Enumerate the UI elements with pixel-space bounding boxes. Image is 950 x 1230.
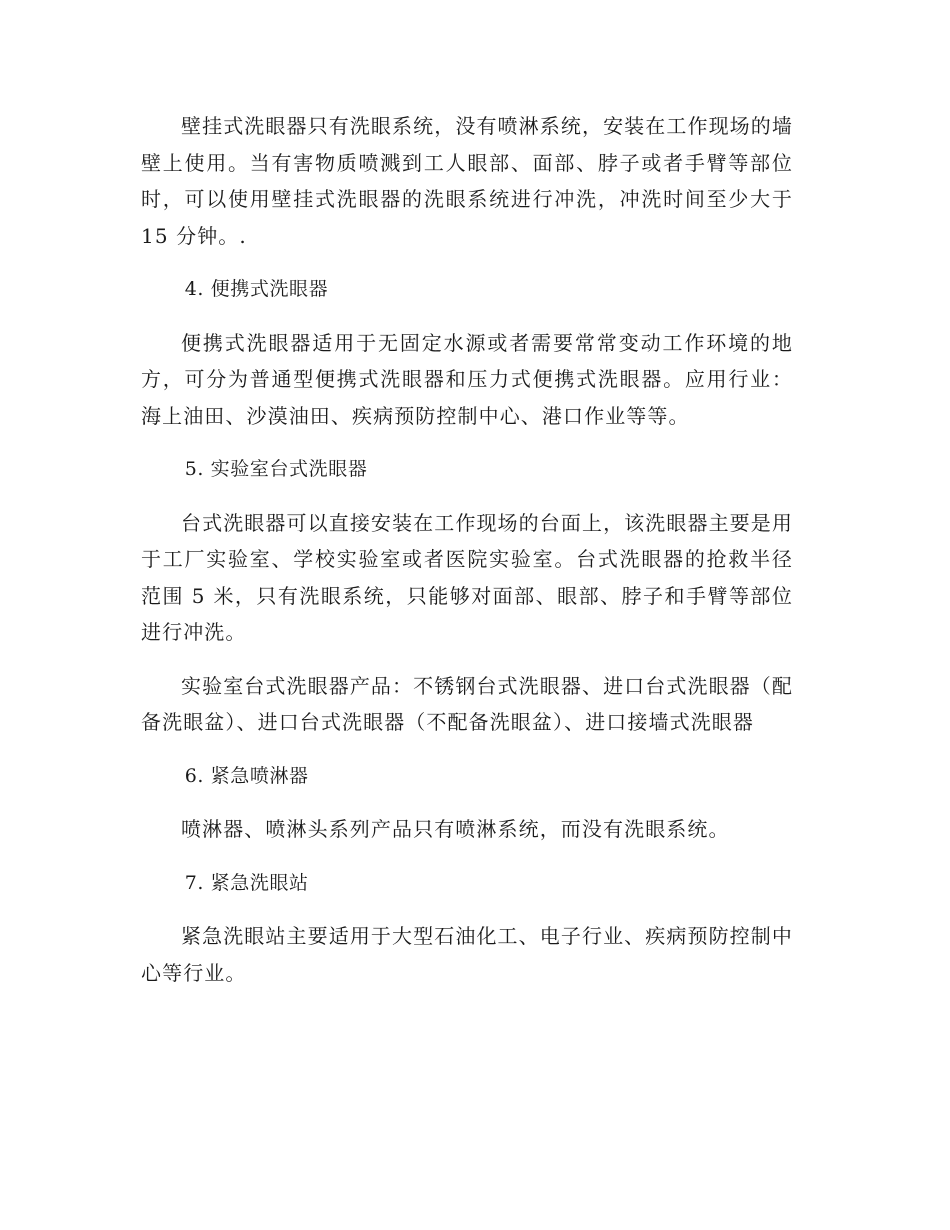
paragraph-lab-bench-products: 实验室台式洗眼器产品：不锈钢台式洗眼器、进口台式洗眼器（配备洗眼盆）、进口台式洗眼器（不配备洗眼盆）、进口接墙式洗眼器 bbox=[141, 673, 793, 734]
heading-portable-eyewash: 4. 便携式洗眼器 bbox=[184, 278, 329, 300]
heading-emergency-shower: 6. 紧急喷淋器 bbox=[184, 764, 309, 787]
heading-emergency-eyewash-station: 7. 紧急洗眼站 bbox=[184, 871, 309, 894]
heading-lab-bench-eyewash: 5. 实验室台式洗眼器 bbox=[184, 458, 368, 480]
paragraph-emergency-eyewash-station: 紧急洗眼站主要适用于大型石油化工、电子行业、疾病预防控制中心等行业。 bbox=[141, 924, 793, 985]
paragraph-emergency-shower: 喷淋器、喷淋头系列产品只有喷淋系统，而没有洗眼系统。 bbox=[181, 817, 730, 841]
paragraph-portable-eyewash: 便携式洗眼器适用于无固定水源或者需要常常变动工作环境的地方，可分为普通型便携式洗眼器和压力式便携式洗眼器。应用行业：海上油田、沙漠油田、疾病预防控制中心、港口作业等等。 bbox=[141, 330, 793, 428]
paragraph-wall-mounted-eyewash: 壁挂式洗眼器只有洗眼系统，没有喷淋系统，安装在工作现场的墙壁上使用。当有害物质喷溅到工人眼部、面部、脖子或者手臂等部位时，可以使用壁挂式洗眼器的洗眼系统进行冲洗，冲洗时间至少大于 15 分钟。. bbox=[141, 114, 793, 248]
paragraph-lab-bench-eyewash: 台式洗眼器可以直接安装在工作现场的台面上，该洗眼器主要是用于工厂实验室、学校实验室或者医院实验室。台式洗眼器的抢救半径范围 5 米，只有洗眼系统，只能够对面部、眼部、脖子和手臂等部位进行冲洗。 bbox=[141, 510, 793, 644]
document-body bbox=[141, 108, 793, 991]
